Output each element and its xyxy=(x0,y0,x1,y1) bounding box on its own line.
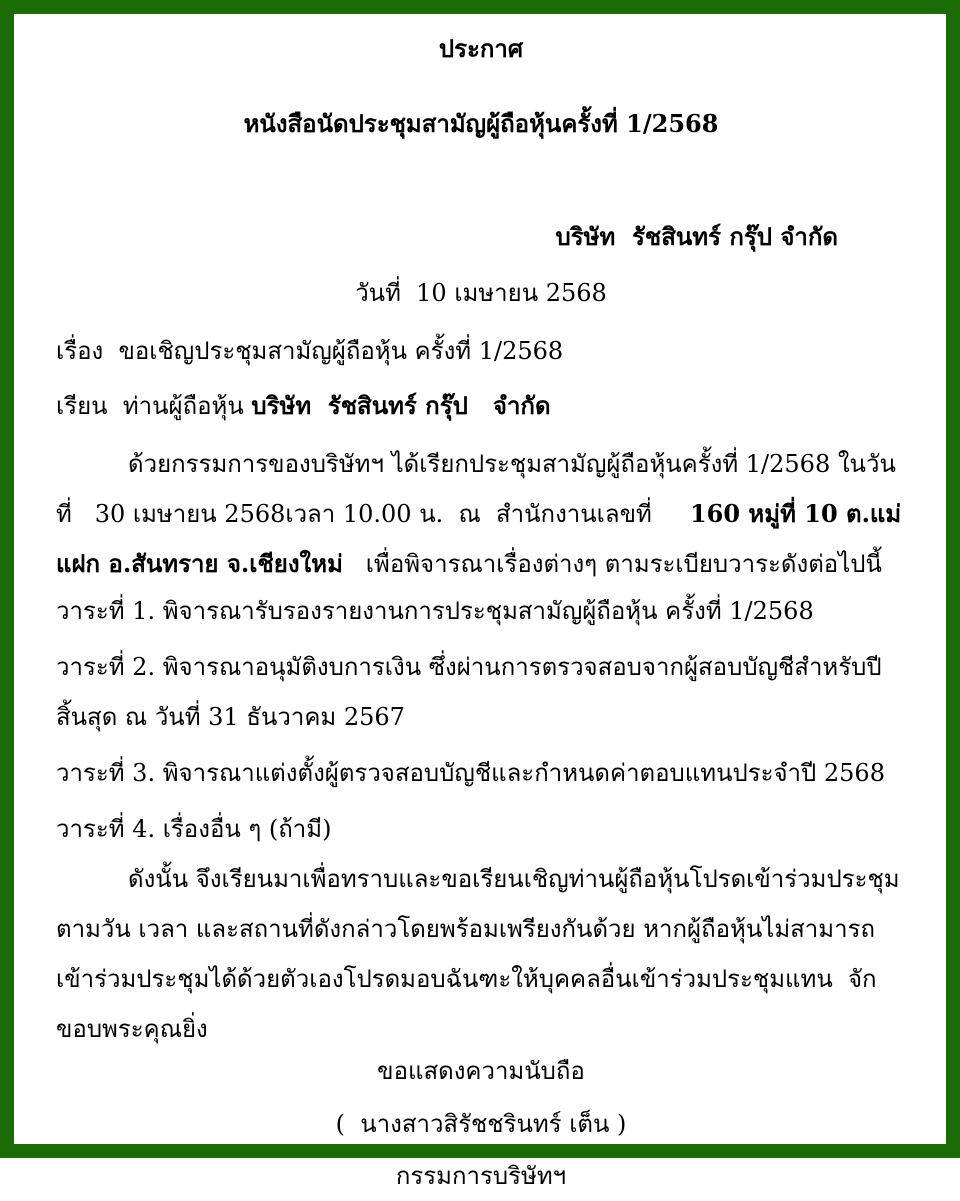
document-title: ประกาศ xyxy=(438,34,524,63)
company-name: บริษัท รัชสินทร์ กรุ๊ป จำกัด xyxy=(555,222,838,251)
meeting-address: 160 หมู่ที่ 10 ต.แม่แฝก อ.สันทราย จ.เชียงใหม่ xyxy=(56,499,902,578)
document-date: วันที่ 10 เมษายน 2568 xyxy=(355,279,607,307)
agenda-list xyxy=(56,586,906,854)
recipient-prefix: เรียน ท่านผู้ถือหุ้น xyxy=(56,392,252,420)
signatory-name: ( นางสาวสิรัชชรินทร์ เต็น ) xyxy=(335,1110,627,1138)
body-text-before-address: ด้วยกรรมการของบริษัทฯ ได้เรียกประชุมสามัญผู้ถือหุ้นครั้งที่ 1/2568 ในวันที่ 30 เมษายน 2568เวลา 10.00 น. ณ สำนักงานเลขที่ xyxy=(56,450,896,528)
signatory-title: กรรมการบริษัทฯ xyxy=(395,1162,567,1190)
document-content xyxy=(14,14,946,1201)
recipient-company: บริษัท รัชสินทร์ กรุ๊ป จำกัด xyxy=(251,391,551,420)
agenda-item: วาระที่ 4. เรื่องอื่น ๆ (ถ้ามี) xyxy=(56,815,332,843)
agenda-item: วาระที่ 3. พิจารณาแต่งตั้งผู้ตรวจสอบบัญชีและกำหนดค่าตอบแทนประจำปี 2568 xyxy=(56,759,885,787)
body-text-after-address: เพื่อพิจารณาเรื่องต่างๆ ตามระเบียบวาระดังต่อไปนี้ xyxy=(342,550,882,578)
sign-off: ขอแสดงความนับถือ xyxy=(377,1057,585,1085)
agenda-item: วาระที่ 1. พิจารณารับรองรายงานการประชุมสามัญผู้ถือหุ้น ครั้งที่ 1/2568 xyxy=(56,597,814,625)
closing-paragraph: ดังนั้น จึงเรียนมาเพื่อทราบและขอเรียนเชิญท่านผู้ถือหุ้นโปรดเข้าร่วมประชุมตามวัน เวลา และสถานที่ดังกล่าวโดยพร้อมเพรียงกันด้วย หากผู้ถือหุ้นไม่สามารถเข้าร่วมประชุมได้ด้วยตัวเองโปรดมอบฉันฑะให้บุคคลอื่นเข้าร่วมประชุมแทน จักขอบพระคุณยิ่ง xyxy=(56,865,900,1043)
agenda-item: วาระที่ 2. พิจารณาอนุมัติงบการเงิน ซึ่งผ่านการตรวจสอบจากผู้สอบบัญชีสำหรับปีสิ้นสุด ณ วันที่ 31 ธันวาคม 2567 xyxy=(56,653,882,731)
document-subtitle: หนังสือนัดประชุมสามัญผู้ถือหุ้นครั้งที่ 1/2568 xyxy=(243,109,719,138)
body-paragraph xyxy=(56,439,906,589)
recipient-line xyxy=(56,381,906,431)
subject-line: เรื่อง ขอเชิญประชุมสามัญผู้ถือหุ้น ครั้งที่ 1/2568 xyxy=(56,337,564,365)
